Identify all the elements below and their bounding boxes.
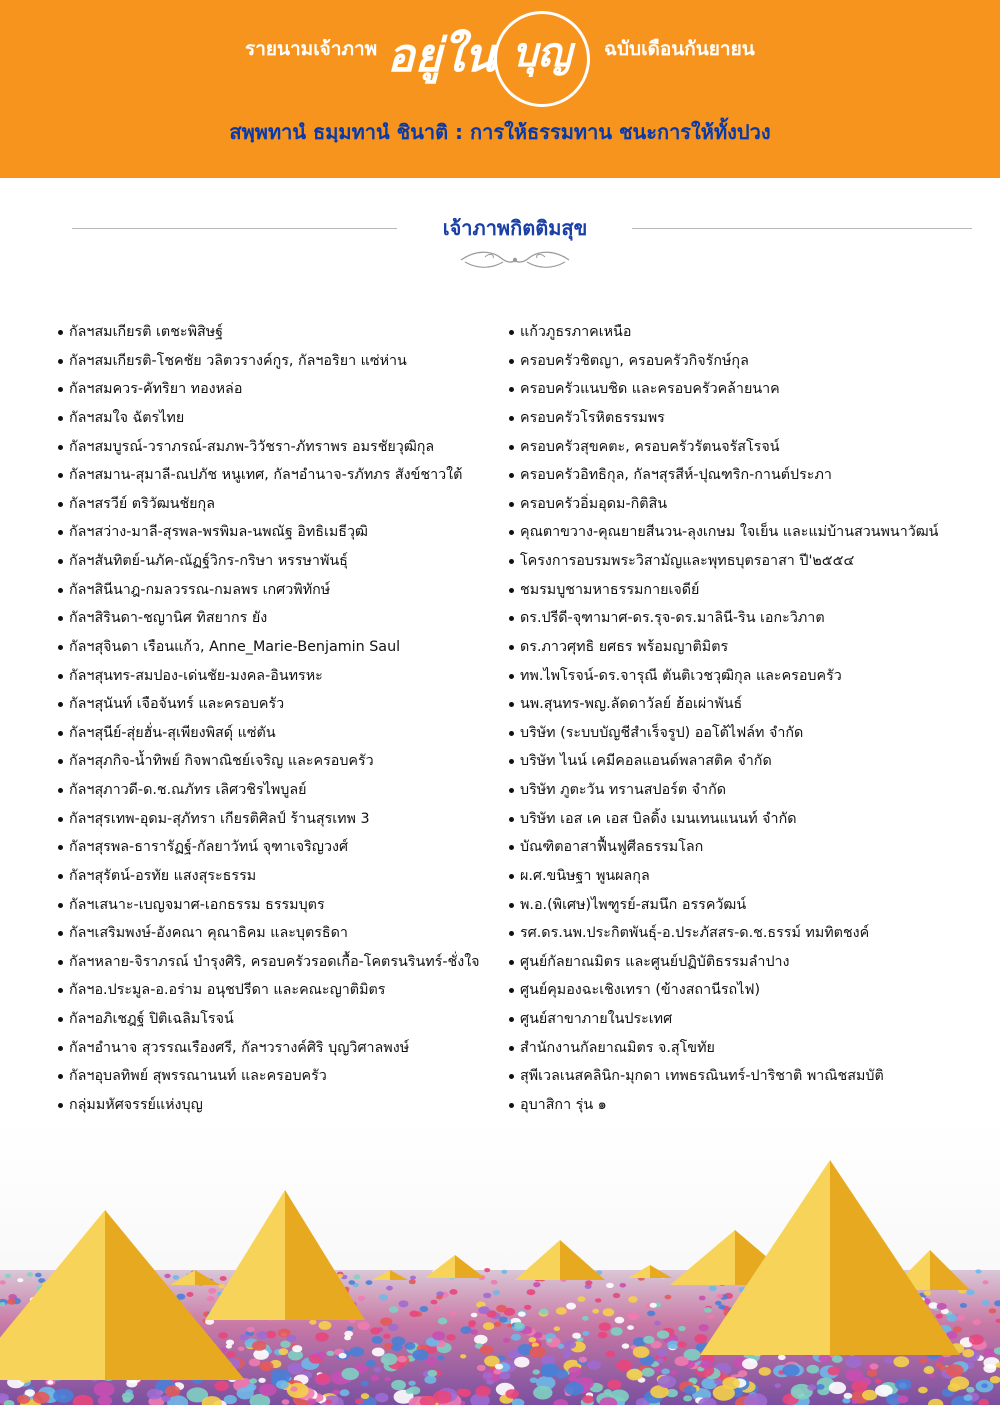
donor-list-item: ครอบครัวอิทธิกุล, กัลฯสุรสีห์-ปุณฑริก-กานต์ประภา [509,461,957,490]
donor-list-item: โครงการอบรมพระวิสามัญและพุทธบุตรอาสา ปี'๒๕๕๔ [509,547,957,576]
section-divider-left [72,228,397,229]
donor-list-item: กัลฯสุนทร-สมปอง-เด่นชัย-มงคล-อินทรหะ [58,662,506,691]
donor-list-item: กัลฯเสริมพงษ์-อังคณา คุณาธิคม และบุตรธิดา [58,919,506,948]
donor-list-item: กัลฯอำนาจ สุวรรณเรืองศรี, กัลฯวรางค์ศิริ บุญวิศาลพงษ์ [58,1034,506,1063]
donor-list-item: ศูนย์กัลยาณมิตร และศูนย์ปฏิบัติธรรมลำปาง [509,948,957,977]
donor-list-item: กัลฯสิรินดา-ชญานิศ ทิสยากร ยัง [58,604,506,633]
donor-list-item: กัลฯสุนีย์-สุ่ยฮั่น-สุเพียงพิสดุ์ แซ่ตัน [58,719,506,748]
donor-list-item: กัลฯสมเกียรติ เตชะพิสิษฐ์ [58,318,506,347]
donor-list-item: กัลฯสุรเทพ-อุดม-สุภัทรา เกียรติศิลป์ ร้านสุรเทพ 3 [58,805,506,834]
donor-list-item: กัลฯสุภกิจ-น้ำทิพย์ กิจพาณิชย์เจริญ และครอบครัว [58,747,506,776]
donor-list-item: บัณฑิตอาสาฟื้นฟูศีลธรรมโลก [509,833,957,862]
donor-list-item: ครอบครัวโรหิตธรรมพร [509,404,957,433]
donor-list-item: กัลฯสินีนาฎ-กมลวรรณ-กมลพร เกศวพิทักษ์ [58,576,506,605]
donor-list-item: ครอบครัวแนบชิด และครอบครัวคล้ายนาค [509,375,957,404]
section-divider-right [632,228,972,229]
donor-list-item: ดร.ปรีดี-จุฑามาศ-ดร.รุจ-ดร.มาลินี-ริน เอกะวิภาต [509,604,957,633]
header-subtitle: สพฺพทานํ ธมฺมทานํ ชินาติ : การให้ธรรมทาน ชนะการให้ทั้งปวง [229,120,771,144]
donor-list-right [509,318,957,1120]
donor-list-item: พ.อ.(พิเศษ)ไพฑูรย์-สมนึก อรรควัฒน์ [509,891,957,920]
donor-list-item: กัลฯสุจินดา เรือนแก้ว, Anne_Marie-Benjamin Saul [58,633,506,662]
donor-list-item: กัลฯสมบูรณ์-วราภรณ์-สมภพ-วิวัชรา-ภัทราพร อมรชัยวุฒิกุล [58,433,506,462]
logo-text: อยู่ใน [387,28,496,82]
section-title: เจ้าภาพกิตติมสุข [442,216,588,240]
donor-list-item: กัลฯสมควร-คัทริยา ทองหล่อ [58,375,506,404]
golden-pyramids-illustration [0,1120,1000,1405]
donor-list-item: กัลฯสันทิตย์-นภัค-ณัฏฐ์วิกร-กริษา หรรษาพันธุ์ [58,547,506,576]
donor-list-item: นพ.สุนทร-พญ.ลัดดาวัลย์ ฮ้อเผ่าพันธ์ [509,690,957,719]
donor-list-item: ผ.ศ.ขนิษฐา พูนผลกุล [509,862,957,891]
logo-circle [494,11,590,107]
donor-list-left [58,318,506,1120]
donor-list-item: บริษัท ไนน์ เคมีคอลแอนด์พลาสติค จำกัด [509,747,957,776]
donor-list-item: ชมรมบูชามหาธรรมกายเจดีย์ [509,576,957,605]
donor-list-item: กัลฯสุภาวดี-ด.ช.ณภัทร เลิศวชิรไพบูลย์ [58,776,506,805]
donor-list-item: กัลฯสมเกียรติ-โชคชัย วลิตวรางค์กูร, กัลฯอริยา แซ่ห่าน [58,347,506,376]
donor-list-item: กัลฯสุนันท์ เจือจันทร์ และครอบครัว [58,690,506,719]
header-banner [0,0,1000,178]
flourish-ornament-icon [455,248,575,272]
donor-list-item: กัลฯสุรพล-ธารารัฏฐ์-กัลยาวัทน์ จุฑาเจริญวงศ์ [58,833,506,862]
donor-list-item: บริษัท (ระบบบัญชีสำเร็จรูป) ออโต้ไฟล์ท จำกัด [509,719,957,748]
donor-list-item: กัลฯสว่าง-มาลี-สุรพล-พรพิมล-นพณัฐ อิทธิเมธีวุฒิ [58,518,506,547]
donor-list-item: กัลฯอุบลทิพย์ สุพรรณานนท์ และครอบครัว [58,1062,506,1091]
donor-list-item: กัลฯสรวีย์ ตริวัฒนชัยกุล [58,490,506,519]
donor-list-item: กัลฯสุรัตน์-อรทัย แสงสุระธรรม [58,862,506,891]
donor-list-item: ศูนย์คุมองฉะเชิงเทรา (ข้างสถานีรถไฟ) [509,976,957,1005]
donor-list-item: ครอบครัวอิ่มอุดม-กิติสิน [509,490,957,519]
donor-list-item: กลุ่มมหัศจรรย์แห่งบุญ [58,1091,506,1120]
header-issue-text: ฉบับเดือนกันยายน [604,38,755,60]
donor-list-item: ศูนย์สาขาภายในประเทศ [509,1005,957,1034]
logo-circle-text: บุญ [512,29,572,76]
donor-list-item: บริษัท ภูตะวัน ทรานสปอร์ต จำกัด [509,776,957,805]
donor-list-item: ครอบครัวสุขคตะ, ครอบครัวรัตนจรัสโรจน์ [509,433,957,462]
donor-list-item: กัลฯเสนาะ-เบญจมาศ-เอกธรรม ธรรมบุตร [58,891,506,920]
donor-list-item: แก้วภูธรภาคเหนือ [509,318,957,347]
donor-list-item: สำนักงานกัลยาณมิตร จ.สุโขทัย [509,1034,957,1063]
donor-list-item: กัลฯสมใจ ฉัตรไทย [58,404,506,433]
donor-list-item: รศ.ดร.นพ.ประกิตพันธุ์-อ.ประภัสสร-ด.ช.ธรรม์ ทมทิตชงค์ [509,919,957,948]
header-left-text: รายนามเจ้าภาพ [245,38,378,60]
donor-list-item: ทพ.ไพโรจน์-ดร.จารุณี ตันติเวชวุฒิกุล และครอบครัว [509,662,957,691]
donor-list-item: ครอบครัวชิตญา, ครอบครัวกิจรักษ์กุล [509,347,957,376]
donor-list-item: คุณตาขวาง-คุณยายสีนวน-ลุงเกษม ใจเย็น และแม่บ้านสวนพนาวัฒน์ [509,518,957,547]
donor-list-item: สุพีเวลเนสคลินิก-มุกดา เทพธรณินทร์-ปาริชาติ พาณิชสมบัติ [509,1062,957,1091]
donor-list-item: กัลฯอ.ประมูล-อ.อร่าม อนุชปรีดา และคณะญาติมิตร [58,976,506,1005]
donor-list-item: ดร.ภาวศุทธิ ยศธร พร้อมญาติมิตร [509,633,957,662]
donor-list-item: กัลฯสมาน-สุมาลี-ณปภัช หนูเทศ, กัลฯอำนาจ-รภัทภร สังข์ชาวใต้ [58,461,506,490]
donor-list-item: กัลฯหลาย-จิราภรณ์ บำรุงศิริ, ครอบครัวรอดเกื้อ-โคตรนรินทร์-ชั่งใจ [58,948,506,977]
donor-list-item: อุบาสิกา รุ่น ๑ [509,1091,957,1120]
donor-list-item: กัลฯอภิเชฎฐ์ ปิติเฉลิมโรจน์ [58,1005,506,1034]
donor-list-item: บริษัท เอส เค เอส บิลดิ้ง เมนเทนแนนท์ จำกัด [509,805,957,834]
